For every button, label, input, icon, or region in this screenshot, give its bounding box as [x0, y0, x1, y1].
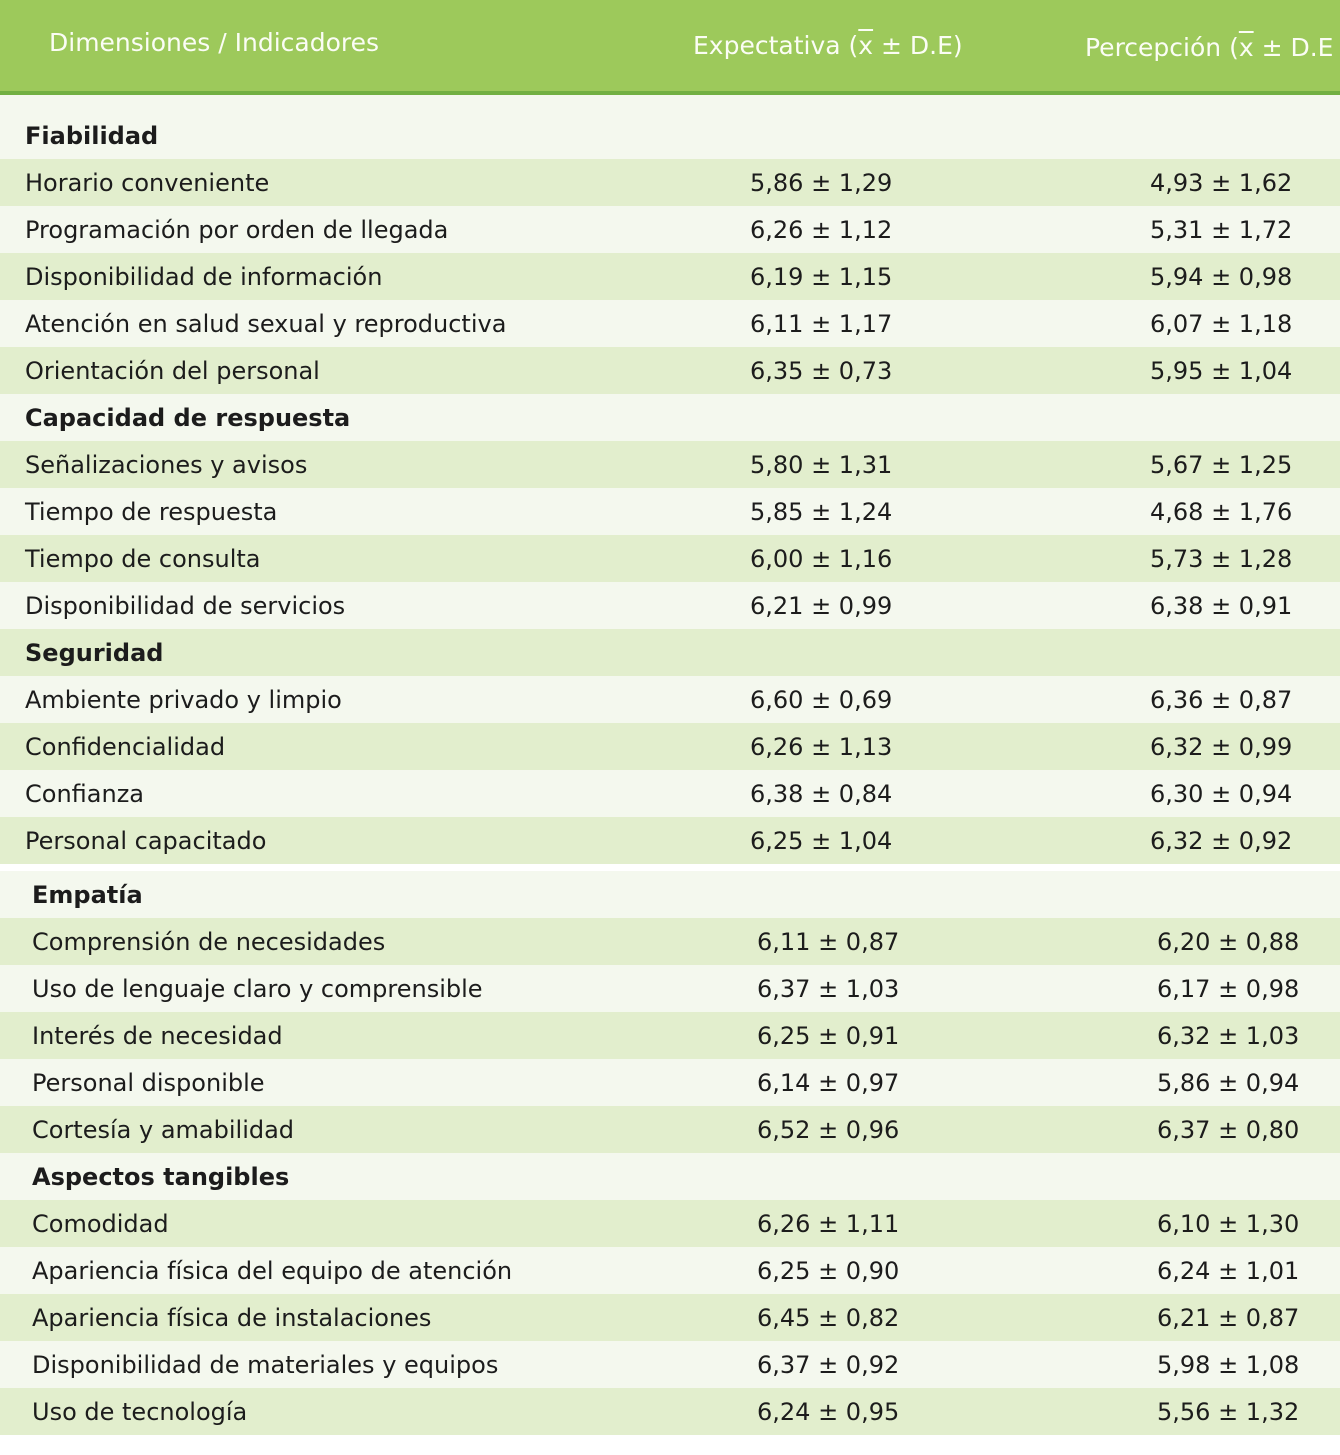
percepcion-value: 5,86 ± 0,94 [1157, 1069, 1300, 1097]
expectativa-value: 6,26 ± 1,12 [750, 216, 893, 244]
header-expectativa [693, 31, 963, 60]
expectativa-value: 6,26 ± 1,13 [750, 733, 893, 761]
table-row [0, 488, 1340, 535]
header-dimensions: Dimensiones / Indicadores [49, 28, 380, 57]
spacer-row [0, 95, 1340, 112]
indicator-label: Orientación del personal [25, 357, 320, 385]
section-header-row [0, 871, 1340, 918]
expectativa-value: 5,80 ± 1,31 [750, 451, 893, 479]
section-label: Capacidad de respuesta [25, 404, 351, 432]
percepcion-value: 5,56 ± 1,32 [1157, 1398, 1300, 1426]
percepcion-value: 5,98 ± 1,08 [1157, 1351, 1300, 1379]
expectativa-value: 6,35 ± 0,73 [750, 357, 893, 385]
expectativa-value: 5,86 ± 1,29 [750, 169, 893, 197]
expectativa-value: 6,25 ± 0,90 [757, 1257, 900, 1285]
section-header-row [0, 112, 1340, 159]
indicator-label: Uso de lenguaje claro y comprensible [32, 975, 483, 1003]
expectativa-value: 6,14 ± 0,97 [757, 1069, 900, 1097]
header-percepcion-sd: ± D.E [1253, 33, 1334, 62]
table-row [0, 918, 1340, 965]
section-header-row [0, 629, 1340, 676]
table-row [0, 253, 1340, 300]
expectativa-value: 6,24 ± 0,95 [757, 1398, 900, 1426]
table-row [0, 1059, 1340, 1106]
percepcion-value: 6,30 ± 0,94 [1150, 780, 1293, 808]
table-row [0, 347, 1340, 394]
expectativa-value: 6,37 ± 0,92 [757, 1351, 900, 1379]
percepcion-value: 5,73 ± 1,28 [1150, 545, 1293, 573]
table-row [0, 1388, 1340, 1435]
indicator-label: Apariencia física del equipo de atención [32, 1257, 513, 1285]
indicator-label: Cortesía y amabilidad [32, 1116, 295, 1144]
percepcion-value: 6,32 ± 0,92 [1150, 827, 1293, 855]
section-label: Aspectos tangibles [32, 1163, 290, 1191]
percepcion-value: 6,38 ± 0,91 [1150, 592, 1293, 620]
indicator-label: Programación por orden de llegada [25, 216, 449, 244]
indicator-label: Tiempo de consulta [25, 545, 261, 573]
percepcion-value: 6,24 ± 1,01 [1157, 1257, 1300, 1285]
section-label: Empatía [32, 881, 143, 909]
expectativa-value: 6,19 ± 1,15 [750, 263, 893, 291]
expectativa-value: 6,26 ± 1,11 [757, 1210, 900, 1238]
table-row [0, 1106, 1340, 1153]
indicator-label: Señalizaciones y avisos [25, 451, 308, 479]
indicator-label: Disponibilidad de materiales y equipos [32, 1351, 499, 1379]
expectativa-value: 6,25 ± 1,04 [750, 827, 893, 855]
header-expectativa-label: Expectativa ( [693, 31, 859, 60]
expectativa-value: 6,11 ± 0,87 [757, 928, 900, 956]
section-label: Seguridad [25, 639, 164, 667]
expectativa-value: 6,00 ± 1,16 [750, 545, 893, 573]
indicator-label: Disponibilidad de servicios [25, 592, 346, 620]
expectativa-value: 6,21 ± 0,99 [750, 592, 893, 620]
table-row [0, 535, 1340, 582]
mean-symbol: $\overline{x}$ [858, 31, 874, 60]
percepcion-value: 6,32 ± 0,99 [1150, 733, 1293, 761]
percepcion-value: 6,07 ± 1,18 [1150, 310, 1293, 338]
table-row [0, 1247, 1340, 1294]
indicator-label: Interés de necesidad [32, 1022, 283, 1050]
table-row [0, 1341, 1340, 1388]
percepcion-value: 6,21 ± 0,87 [1157, 1304, 1300, 1332]
indicator-label: Confianza [25, 780, 144, 808]
indicator-label: Personal capacitado [25, 827, 267, 855]
expectativa-value: 6,52 ± 0,96 [757, 1116, 900, 1144]
percepcion-value: 6,10 ± 1,30 [1157, 1210, 1300, 1238]
table-row [0, 300, 1340, 347]
table-row [0, 206, 1340, 253]
percepcion-value: 4,68 ± 1,76 [1150, 498, 1293, 526]
expectativa-value: 6,45 ± 0,82 [757, 1304, 900, 1332]
expectativa-value: 5,85 ± 1,24 [750, 498, 893, 526]
table-row [0, 965, 1340, 1012]
percepcion-value: 5,94 ± 0,98 [1150, 263, 1293, 291]
percepcion-value: 4,93 ± 1,62 [1150, 169, 1293, 197]
indicator-label: Comodidad [32, 1210, 169, 1238]
indicator-label: Comprensión de necesidades [32, 928, 386, 956]
table-row [0, 1012, 1340, 1059]
percepcion-value: 5,31 ± 1,72 [1150, 216, 1293, 244]
section-header-row [0, 1153, 1340, 1200]
table-body-block-1 [0, 95, 1340, 864]
expectativa-value: 6,38 ± 0,84 [750, 780, 893, 808]
table-row [0, 723, 1340, 770]
indicator-label: Disponibilidad de información [25, 263, 383, 291]
mean-symbol: $\overline{x}$ [1238, 33, 1254, 62]
table-row [0, 817, 1340, 864]
indicator-label: Ambiente privado y limpio [25, 686, 342, 714]
indicator-label: Tiempo de respuesta [25, 498, 278, 526]
table-row [0, 676, 1340, 723]
table-row [0, 1200, 1340, 1247]
expectativa-value: 6,11 ± 1,17 [750, 310, 893, 338]
percepcion-value: 6,37 ± 0,80 [1157, 1116, 1300, 1144]
indicator-label: Personal disponible [32, 1069, 265, 1097]
percepcion-value: 6,17 ± 0,98 [1157, 975, 1300, 1003]
expectativa-value: 6,60 ± 0,69 [750, 686, 893, 714]
indicator-label: Atención en salud sexual y reproductiva [25, 310, 507, 338]
section-label: Fiabilidad [25, 122, 159, 150]
percepcion-value: 5,67 ± 1,25 [1150, 451, 1293, 479]
percepcion-value: 6,36 ± 0,87 [1150, 686, 1293, 714]
table-header [0, 0, 1340, 95]
header-percepcion [1085, 33, 1333, 62]
table-row [0, 1294, 1340, 1341]
table-row [0, 159, 1340, 206]
percepcion-value: 6,32 ± 1,03 [1157, 1022, 1300, 1050]
header-expectativa-sd: ± D.E) [873, 31, 963, 60]
section-header-row [0, 394, 1340, 441]
expectativa-value: 6,37 ± 1,03 [757, 975, 900, 1003]
expectativa-value: 6,25 ± 0,91 [757, 1022, 900, 1050]
percepcion-value: 5,95 ± 1,04 [1150, 357, 1293, 385]
header-percepcion-label: Percepción ( [1085, 33, 1239, 62]
table-row [0, 582, 1340, 629]
section-gap [0, 864, 1340, 871]
percepcion-value: 6,20 ± 0,88 [1157, 928, 1300, 956]
table-row [0, 441, 1340, 488]
indicator-label: Apariencia física de instalaciones [32, 1304, 432, 1332]
table-row [0, 770, 1340, 817]
indicator-label: Horario conveniente [25, 169, 270, 197]
indicator-label: Confidencialidad [25, 733, 226, 761]
indicator-label: Uso de tecnología [32, 1398, 248, 1426]
table-body-block-2 [0, 871, 1340, 1435]
